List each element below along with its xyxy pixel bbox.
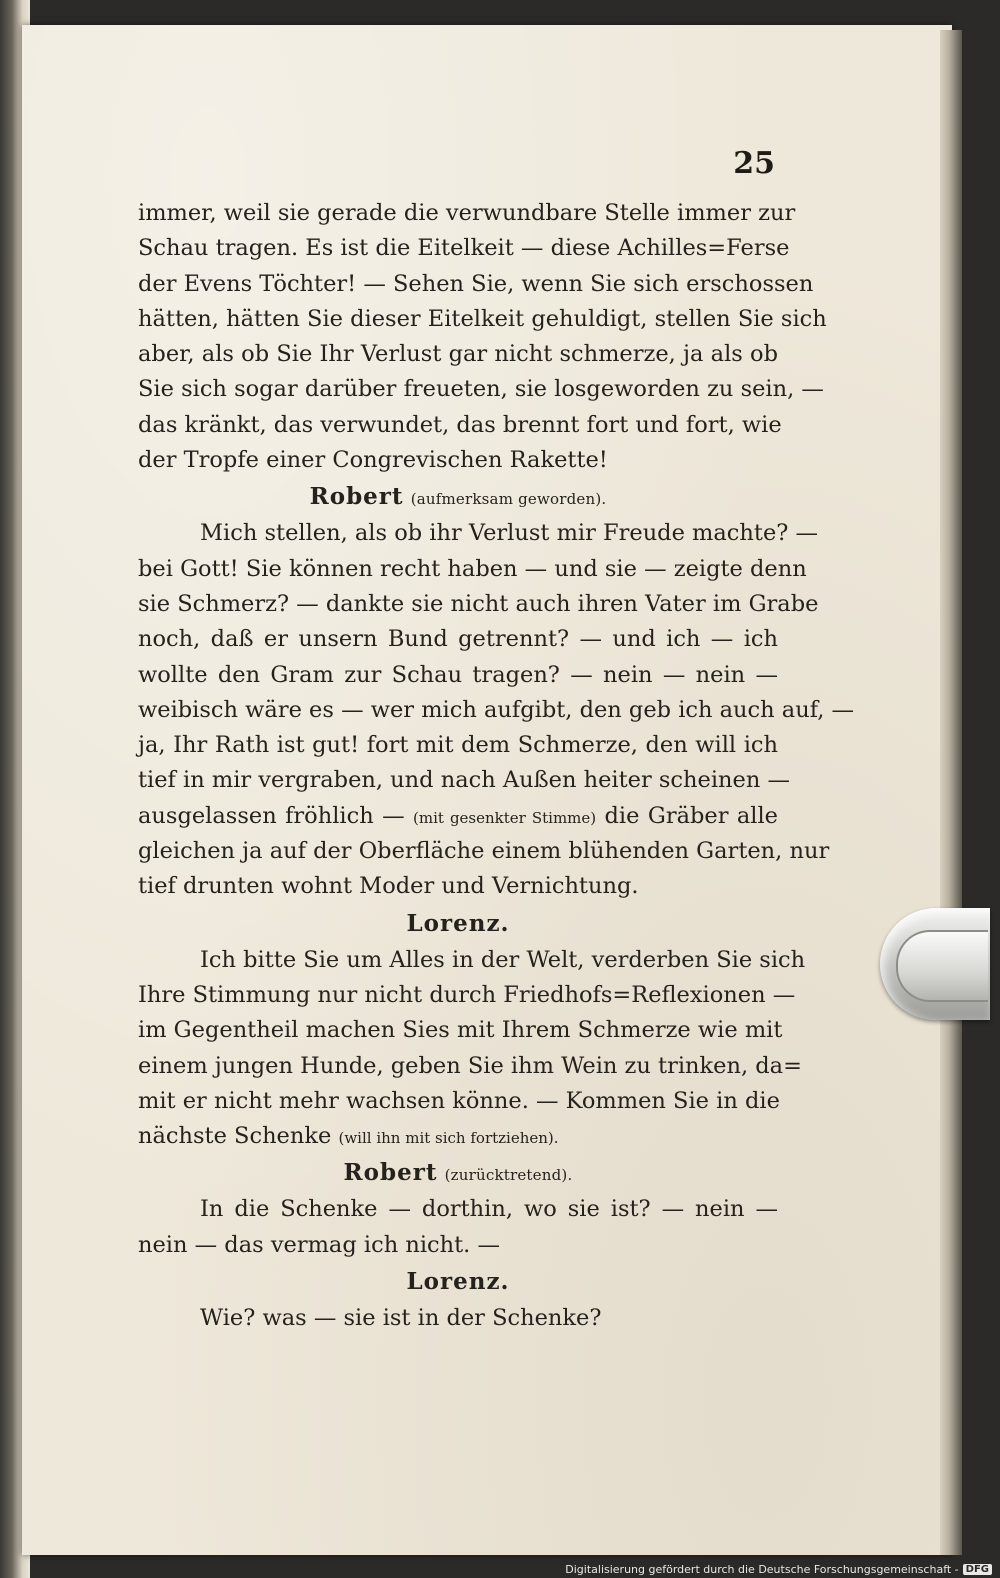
speaker-name: Lorenz. — [406, 909, 510, 937]
page-edge — [940, 30, 962, 1555]
text-line: Ihre Stimmung nur nicht durch Friedhofs=Reflexionen — — [138, 981, 796, 1008]
text-line: immer, weil sie gerade die verwundbare Stelle immer zur — [138, 200, 796, 226]
speaker-heading — [138, 478, 778, 516]
stage-direction: (mit gesenkter Stimme) — [413, 808, 597, 827]
speaker-name: Robert — [343, 1159, 438, 1187]
text-line: bei Gott! Sie können recht haben — und sie — zeigte denn — [138, 555, 807, 582]
text-line: tief drunten wohnt Moder und Vernichtung. — [138, 873, 639, 900]
speaker-name: Robert — [309, 483, 404, 511]
text-line — [138, 1119, 778, 1154]
stage-direction: (aufmerksam geworden). — [410, 490, 607, 509]
dfg-logo-icon: DFG — [963, 1564, 992, 1575]
stage-direction: (will ihn mit sich fortziehen). — [338, 1129, 559, 1148]
text-line: Ich bitte Sie um Alles in der Welt, verderben Sie sich — [200, 946, 806, 973]
text-line: Wie? was — sie ist in der Schenke? — [200, 1305, 602, 1332]
text-line: ja, Ihr Rath ist gut! fort mit dem Schmerze, den will ich — [138, 732, 778, 759]
text-line: wollte den Gram zur Schau tragen? — nein — nein — — [138, 661, 778, 688]
page-text — [138, 196, 855, 1336]
text-fragment: die Gräber alle — [604, 802, 778, 829]
text-line: In die Schenke — dorthin, wo sie ist? — nein — — [200, 1196, 778, 1223]
text-line: das kränkt, das verwundet, das brennt fort und fort, wie — [138, 411, 782, 438]
footer-text: Digitalisierung gefördert durch die Deutsche Forschungsgemeinschaft - — [565, 1563, 959, 1576]
text-line: hätten, hätten Sie dieser Eitelkeit gehuldigt, stellen Sie sich — [138, 305, 827, 332]
text-line: Mich stellen, als ob ihr Verlust mir Freude machte? — — [200, 520, 818, 547]
text-line — [138, 799, 778, 834]
text-line: noch, daß er unsern Bund getrennt? — und ich — ich — [138, 626, 778, 653]
speaker-heading — [138, 1263, 778, 1301]
page-clip-inner — [896, 930, 988, 1002]
text-line: mit er nicht mehr wachsen könne. — Kommen Sie in die — [138, 1087, 780, 1114]
text-fragment: nächste Schenke — [138, 1123, 332, 1150]
stage-direction: (zurücktretend). — [444, 1166, 573, 1185]
footer-credit — [565, 1563, 992, 1576]
speaker-heading — [138, 905, 778, 943]
text-line: im Gegentheil machen Sies mit Ihrem Schmerze wie mit — [138, 1017, 783, 1044]
text-line: der Evens Töchter! — Sehen Sie, wenn Sie sich erschossen — [138, 270, 814, 297]
text-line: einem jungen Hunde, geben Sie ihm Wein zu trinken, da= — [138, 1052, 802, 1079]
speaker-heading — [138, 1154, 778, 1192]
page-number: 25 — [733, 146, 775, 181]
text-line: tief in mir vergraben, und nach Außen heiter scheinen — — [138, 767, 790, 794]
text-line: gleichen ja auf der Oberfläche einem blühenden Garten, nur — [138, 838, 830, 865]
text-line: sie Schmerz? — dankte sie nicht auch ihren Vater im Grabe — [138, 590, 819, 617]
text-line: der Tropfe einer Congrevischen Rakette! — [138, 447, 608, 474]
text-line: aber, als ob Sie Ihr Verlust gar nicht schmerze, ja als ob — [138, 341, 778, 368]
speaker-name: Lorenz. — [406, 1268, 510, 1296]
text-line: weibisch wäre es — wer mich aufgibt, den geb ich auch auf, — — [138, 696, 855, 723]
text-line: Schau tragen. Es ist die Eitelkeit — diese Achilles=Ferse — [138, 235, 790, 262]
text-fragment: ausgelassen fröhlich — — [138, 802, 405, 829]
text-line: Sie sich sogar darüber freueten, sie losgeworden zu sein, — — [138, 376, 824, 403]
text-line: nein — das vermag ich nicht. — — [138, 1231, 500, 1258]
